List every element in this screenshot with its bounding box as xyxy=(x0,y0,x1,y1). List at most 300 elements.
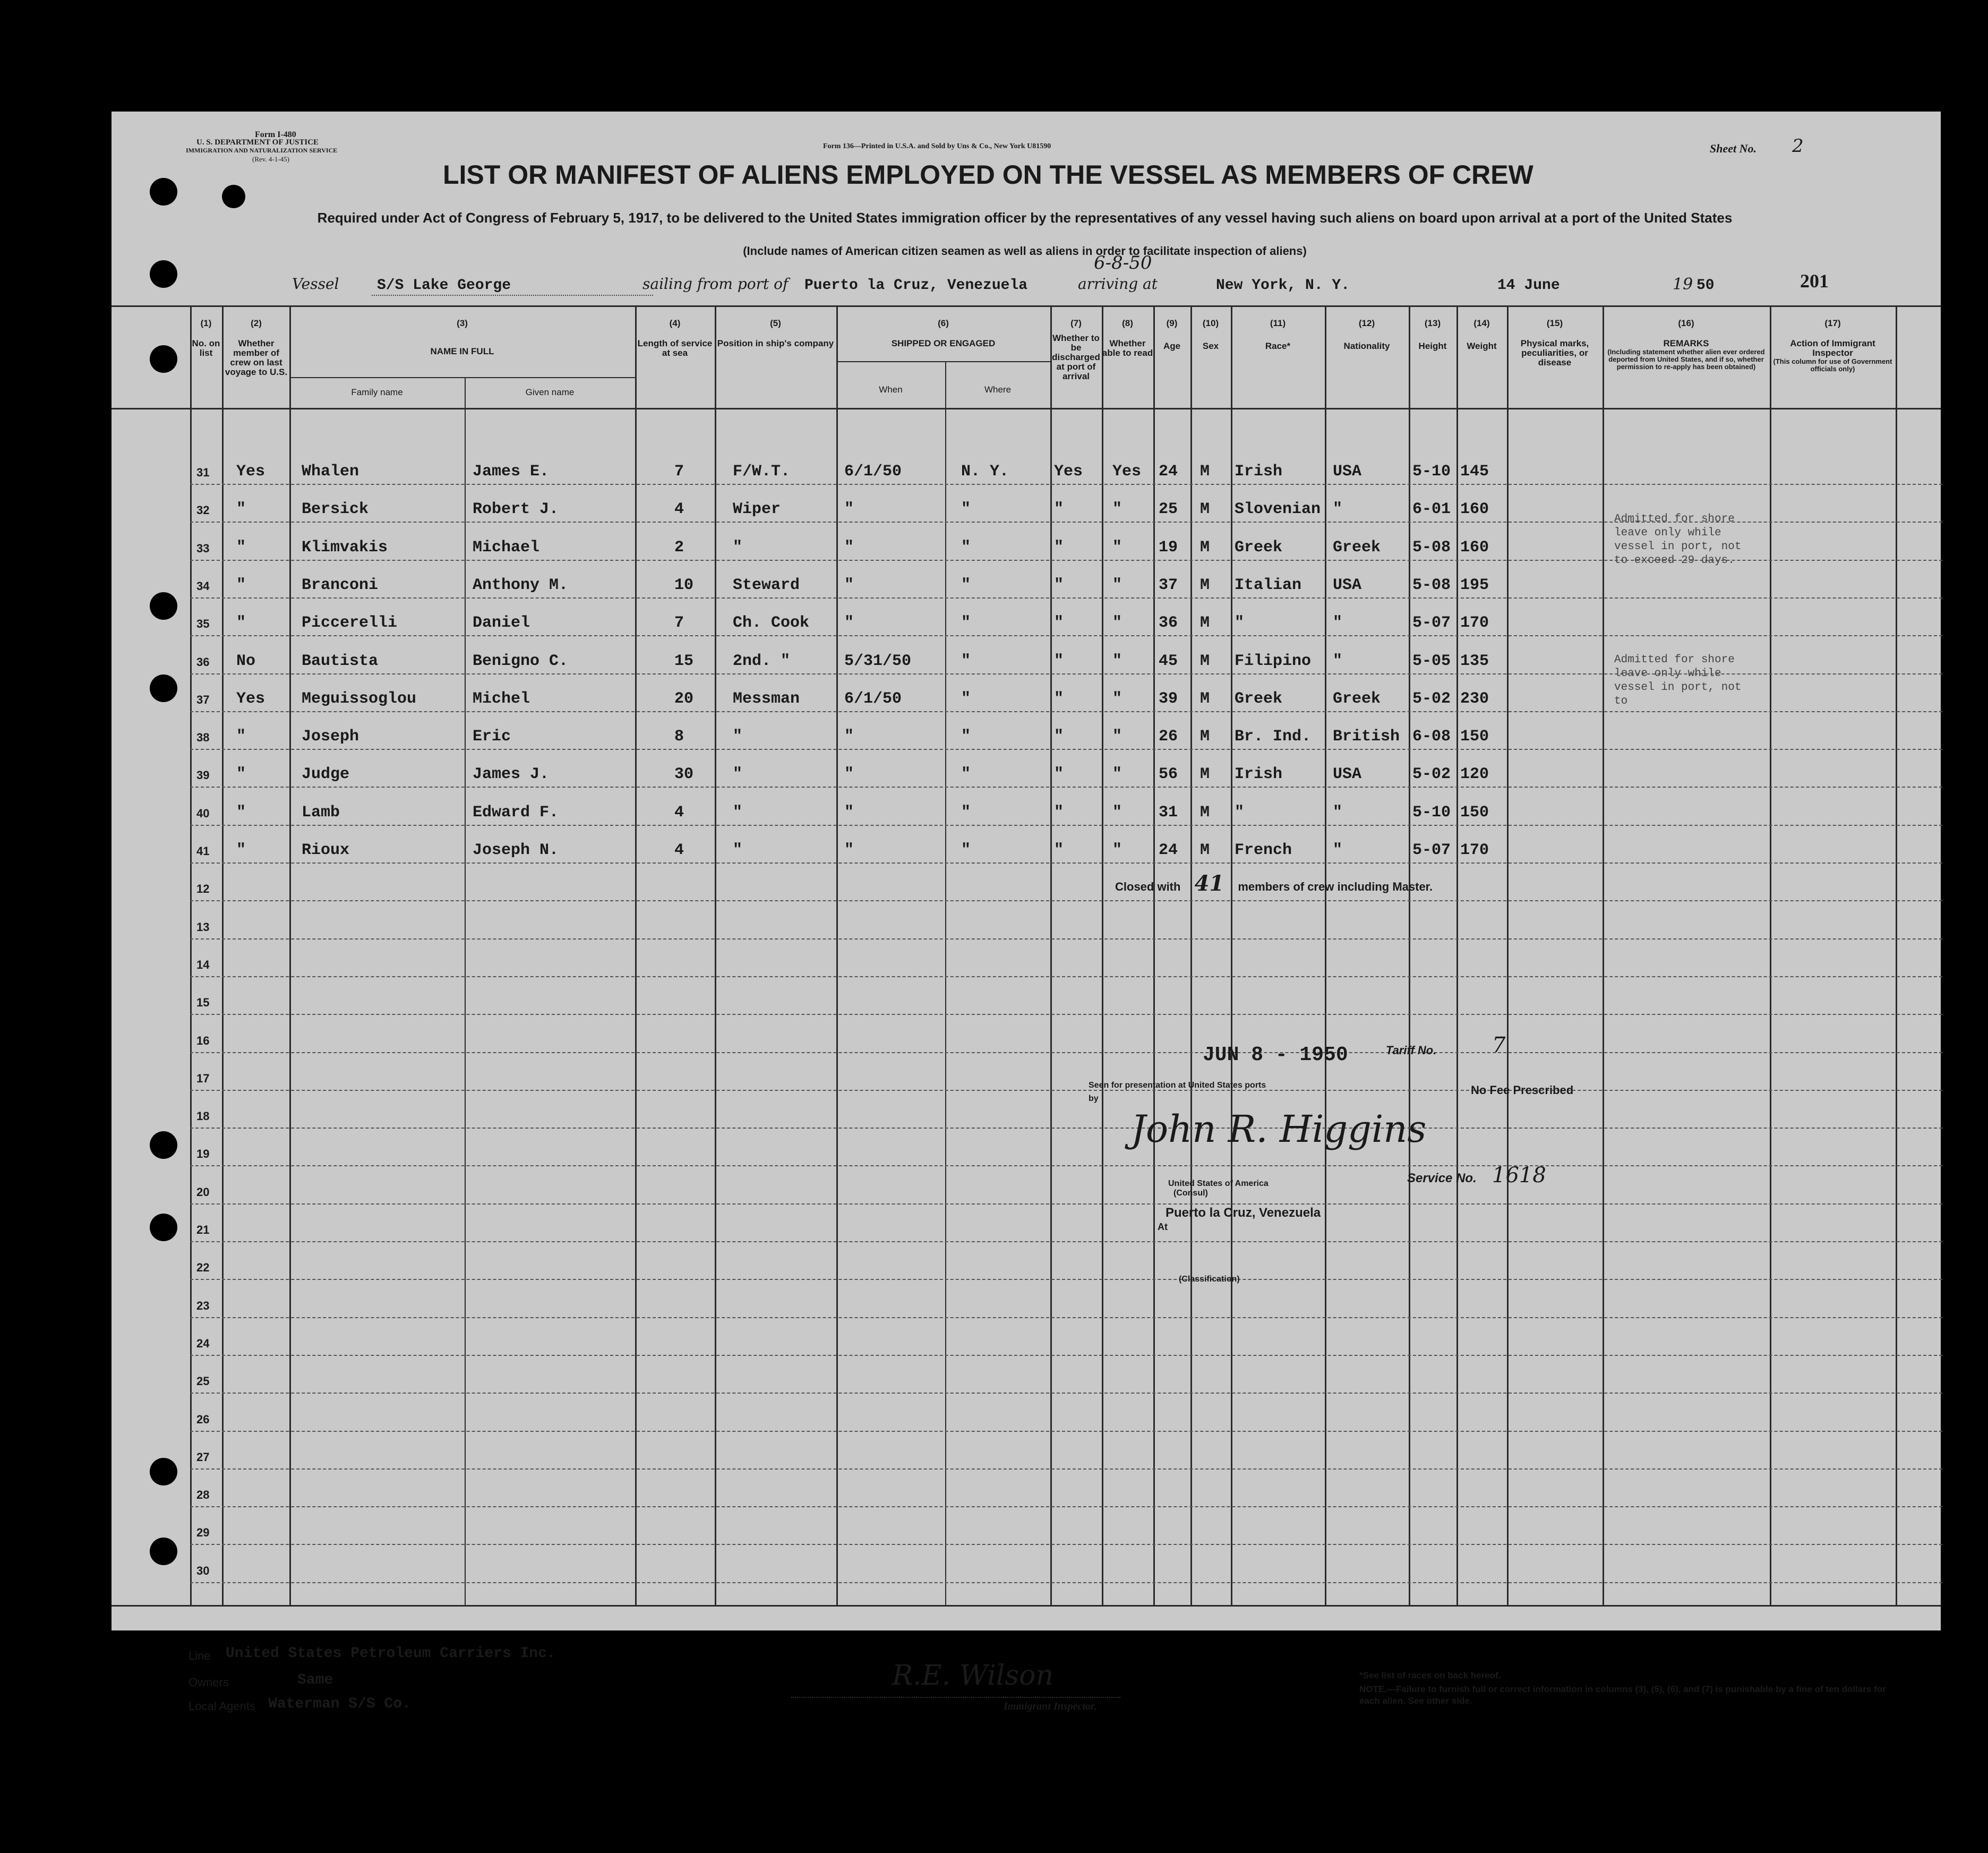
cell-age: 31 xyxy=(1159,803,1178,822)
vessel-label: Vessel xyxy=(292,275,339,293)
cell-when: " xyxy=(844,841,854,859)
agents-value: Waterman S/S Co. xyxy=(268,1696,411,1712)
cell-disch: " xyxy=(1054,614,1064,633)
cell-given: Anthony M. xyxy=(473,576,569,594)
port-to: New York, N. Y. xyxy=(1216,277,1350,294)
remark-row-32: Admitted for shore leave only while vessel in port, not to exceed 29 days. xyxy=(1614,513,1742,567)
service-label: Service No. xyxy=(1407,1171,1477,1185)
row-rule xyxy=(190,1090,1942,1091)
sheet-number: 2 xyxy=(1792,135,1804,157)
row-rule xyxy=(190,635,1942,636)
remark-row-36: Admitted for shore leave only while vessel in port, not to xyxy=(1614,654,1742,707)
col-4-header: (4) Length of service at sea xyxy=(637,318,713,358)
cell-ht: 5-07 xyxy=(1412,614,1451,633)
row-rule xyxy=(190,1355,1942,1356)
cell-wt: 170 xyxy=(1460,614,1489,633)
punch-hole xyxy=(150,1458,177,1485)
cell-wt: 195 xyxy=(1460,576,1489,594)
cell-read: " xyxy=(1112,576,1122,594)
cell-when: 5/31/50 xyxy=(844,652,912,670)
cell-when: " xyxy=(844,614,854,633)
cell-svc: 8 xyxy=(674,728,684,746)
empty-row-number: 27 xyxy=(196,1450,210,1464)
row-rule xyxy=(190,1052,1942,1053)
cell-disch: " xyxy=(1054,538,1064,557)
row-number: 41 xyxy=(196,844,210,858)
cell-family: Lamb xyxy=(302,803,340,822)
cell-race: Irish xyxy=(1235,765,1283,784)
punch-hole xyxy=(150,1131,177,1159)
cell-last: " xyxy=(236,538,246,557)
cell-read: " xyxy=(1112,614,1122,633)
col-10-header: (10) Sex xyxy=(1202,318,1219,351)
col-12-header: (12) Nationality xyxy=(1343,318,1390,351)
cell-family: Bautista xyxy=(302,652,379,670)
cell-race: Greek xyxy=(1235,689,1283,708)
empty-row-number: 15 xyxy=(196,996,210,1010)
cell-disch: Yes xyxy=(1054,463,1083,481)
cell-wt: 135 xyxy=(1460,652,1489,670)
cell-last: " xyxy=(236,803,246,822)
closed-pre: Closed with xyxy=(1115,880,1181,893)
cell-when: 6/1/50 xyxy=(844,463,902,481)
empty-row-number: 13 xyxy=(196,920,210,934)
cell-pos: 2nd. " xyxy=(733,652,791,670)
cell-last: Yes xyxy=(236,689,265,708)
owners-value: Same xyxy=(297,1672,333,1688)
cell-when: " xyxy=(844,500,854,519)
cell-last: " xyxy=(236,728,246,746)
cell-ht: 5-05 xyxy=(1412,652,1451,670)
tariff-number: 7 xyxy=(1492,1033,1506,1057)
cell-race: Irish xyxy=(1235,463,1283,481)
col-2-header: (2) Whether member of crew on last voyage to U.S. xyxy=(225,318,288,377)
col-7-header: (7) Whether to be discharged at port of arrival xyxy=(1052,318,1100,381)
cell-disch: " xyxy=(1054,841,1064,859)
row-number: 37 xyxy=(196,693,210,706)
sheet-label: Sheet No. xyxy=(1710,142,1756,155)
row-number: 36 xyxy=(196,655,210,669)
cell-disch: " xyxy=(1054,576,1064,594)
cell-disch: " xyxy=(1054,500,1064,519)
row-rule xyxy=(190,1014,1942,1015)
cell-read: " xyxy=(1112,689,1122,708)
cell-nat: British xyxy=(1333,728,1400,746)
form-number: Form I-480 xyxy=(255,130,296,139)
family-name-header: Family name xyxy=(351,387,403,397)
row-rule xyxy=(190,1393,1942,1394)
cell-pos: Ch. Cook xyxy=(733,614,810,633)
row-number: 40 xyxy=(196,806,210,820)
cell-read: " xyxy=(1112,803,1122,822)
cell-nat: USA xyxy=(1333,765,1362,784)
cell-read: Yes xyxy=(1112,463,1142,481)
owners-label: Owners xyxy=(188,1676,229,1689)
empty-row-number: 22 xyxy=(196,1261,210,1275)
col-5-header: (5) Position in ship's company xyxy=(717,318,834,348)
cell-age: 56 xyxy=(1159,765,1178,784)
cell-age: 24 xyxy=(1159,463,1178,481)
cell-sex: M xyxy=(1200,728,1210,746)
cell-given: Eric xyxy=(473,728,511,746)
cell-given: Michel xyxy=(473,689,530,708)
cell-where: " xyxy=(961,576,971,594)
handwritten-date: 6-8-50 xyxy=(1094,252,1152,274)
cell-last: " xyxy=(236,841,246,859)
col-6-header: (6) SHIPPED OR ENGAGED xyxy=(891,318,996,348)
cell-wt: 160 xyxy=(1460,538,1489,557)
cell-last: " xyxy=(236,500,246,519)
cell-disch: " xyxy=(1054,765,1064,784)
cell-wt: 160 xyxy=(1460,500,1489,519)
arrival-date: 14 June xyxy=(1497,277,1560,294)
cell-when: " xyxy=(844,803,854,822)
cell-family: Whalen xyxy=(302,463,359,481)
no-fee-prescribed: No Fee Prescribed xyxy=(1471,1083,1574,1097)
year: 50 xyxy=(1696,277,1715,294)
cell-pos: " xyxy=(733,841,743,859)
empty-row-number: 25 xyxy=(196,1374,210,1388)
at-label: At xyxy=(1158,1222,1168,1232)
cell-svc: 20 xyxy=(674,689,694,708)
col-15-header: (15) Physical marks, peculiarities, or disease xyxy=(1520,318,1589,368)
cell-sex: M xyxy=(1200,765,1210,784)
cell-given: James E. xyxy=(473,463,550,481)
row-number: 32 xyxy=(196,503,210,517)
col-3-header: (3) NAME IN FULL xyxy=(430,318,494,356)
cell-wt: 145 xyxy=(1460,463,1489,481)
empty-row-number: 24 xyxy=(196,1336,210,1350)
cell-svc: 4 xyxy=(674,500,684,519)
consul-label: (Consul) xyxy=(1173,1189,1208,1198)
cell-race: Br. Ind. xyxy=(1235,728,1312,746)
sailing-label: sailing from port of xyxy=(642,275,789,293)
cell-age: 26 xyxy=(1159,728,1178,746)
row-number: 34 xyxy=(196,579,210,593)
cell-sex: M xyxy=(1200,538,1210,557)
cell-sex: M xyxy=(1200,803,1210,822)
revision: (Rev. 4-1-45) xyxy=(252,155,289,163)
cell-disch: " xyxy=(1054,728,1064,746)
cell-ht: 5-10 xyxy=(1412,463,1451,481)
cell-nat: " xyxy=(1333,500,1343,519)
cell-svc: 30 xyxy=(674,765,694,784)
cell-sex: M xyxy=(1200,463,1210,481)
cell-svc: 15 xyxy=(674,652,694,670)
table-header-bottom xyxy=(112,408,1941,409)
col-13-header: (13) Height xyxy=(1418,318,1447,351)
cell-nat: Greek xyxy=(1333,538,1381,557)
agents-label: Local Agents xyxy=(188,1700,255,1713)
cell-svc: 4 xyxy=(674,803,684,822)
cell-wt: 170 xyxy=(1460,841,1489,859)
vessel-name: S/S Lake George xyxy=(377,277,511,294)
cell-last: No xyxy=(236,652,256,670)
cell-race: Slovenian xyxy=(1235,500,1321,519)
empty-row-number: 23 xyxy=(196,1299,210,1312)
row-rule xyxy=(190,1582,1942,1583)
cell-ht: 5-08 xyxy=(1412,538,1451,557)
punch-hole xyxy=(150,178,177,206)
cell-sex: M xyxy=(1200,841,1210,859)
classification-label: (Classification) xyxy=(1179,1275,1240,1284)
cell-family: Meguissoglou xyxy=(302,689,417,708)
cell-race: Filipino xyxy=(1235,652,1312,670)
cell-ht: 5-07 xyxy=(1412,841,1451,859)
tariff-label: Tariff No. xyxy=(1386,1044,1437,1057)
consular-country: United States of America xyxy=(1168,1179,1269,1188)
col-9-header: (9) Age xyxy=(1163,318,1181,351)
row-number: 33 xyxy=(196,541,210,555)
cell-race: Italian xyxy=(1235,576,1302,594)
row-rule xyxy=(190,1241,1942,1242)
row-rule xyxy=(190,1468,1942,1470)
cell-pos: " xyxy=(733,538,743,557)
cell-last: " xyxy=(236,614,246,633)
cell-svc: 7 xyxy=(674,614,684,633)
row-rule xyxy=(190,749,1942,750)
closed-with-line xyxy=(1115,871,1433,896)
cell-ht: 6-08 xyxy=(1412,728,1451,746)
cell-when: " xyxy=(844,765,854,784)
row-rule xyxy=(190,976,1942,977)
cell-where: " xyxy=(961,765,971,784)
row-rule xyxy=(190,1506,1942,1507)
cell-pos: Messman xyxy=(733,689,800,708)
cell-sex: M xyxy=(1200,614,1210,633)
cell-family: Judge xyxy=(302,765,350,784)
cell-when: " xyxy=(844,728,854,746)
cell-read: " xyxy=(1112,500,1122,519)
cell-given: Robert J. xyxy=(473,500,559,519)
cell-nat: " xyxy=(1333,652,1343,670)
cell-svc: 10 xyxy=(674,576,694,594)
consular-date-stamp: JUN 8 - 1950 xyxy=(1203,1044,1348,1066)
cell-family: Piccerelli xyxy=(302,614,398,633)
cell-sex: M xyxy=(1200,500,1210,519)
cell-read: " xyxy=(1112,538,1122,557)
row-rule xyxy=(190,1317,1942,1318)
department: U. S. DEPARTMENT OF JUSTICE xyxy=(196,138,319,147)
cell-given: Daniel xyxy=(473,614,530,633)
empty-row-number: 26 xyxy=(196,1412,210,1426)
col-16-header: (16) REMARKS (Including statement whether alien ever ordered deported from United States, and if so, whether permission to re-apply has been obtained) xyxy=(1607,318,1765,371)
col-8-header: (8) Whether able to read xyxy=(1102,318,1153,358)
punch-hole xyxy=(150,345,177,373)
cell-family: Bersick xyxy=(302,500,369,519)
cell-last: " xyxy=(236,765,246,784)
cell-last: " xyxy=(236,576,246,594)
service: IMMIGRATION AND NATURALIZATION SERVICE xyxy=(186,147,338,154)
row-number: 35 xyxy=(196,617,210,631)
cell-age: 45 xyxy=(1159,652,1178,670)
cell-race: " xyxy=(1235,614,1245,633)
cell-wt: 120 xyxy=(1460,765,1489,784)
row-number: 39 xyxy=(196,768,210,782)
cell-read: " xyxy=(1112,841,1122,859)
cell-where: " xyxy=(961,500,971,519)
cell-svc: 2 xyxy=(674,538,684,557)
col-1-header: (1) No. on list xyxy=(192,318,220,358)
cell-where: " xyxy=(961,652,971,670)
cell-where: " xyxy=(961,728,971,746)
cell-wt: 150 xyxy=(1460,728,1489,746)
cell-age: 25 xyxy=(1159,500,1178,519)
cell-pos: Wiper xyxy=(733,500,781,519)
cell-when: 6/1/50 xyxy=(844,689,902,708)
cell-last: Yes xyxy=(236,463,265,481)
cell-nat: " xyxy=(1333,803,1343,822)
cell-race: " xyxy=(1235,803,1245,822)
empty-row-number: 21 xyxy=(196,1223,210,1236)
empty-row-number: 29 xyxy=(196,1526,210,1540)
cell-race: Greek xyxy=(1235,538,1283,557)
port-from: Puerto la Cruz, Venezuela xyxy=(804,277,1028,294)
cell-where: " xyxy=(961,538,971,557)
service-number: 1618 xyxy=(1492,1163,1546,1188)
penalty-note: NOTE.—Failure to furnish full or correct information in columns (3), (5), (6), and (7) is punishable by a fine of ten dollars for each alien. See other side. xyxy=(1359,1684,1886,1706)
closed-post: members of crew including Master. xyxy=(1238,880,1433,893)
punch-hole xyxy=(150,674,177,702)
line-label: Line xyxy=(188,1649,211,1662)
races-note: *See list of races on back hereof. xyxy=(1359,1670,1501,1680)
row-rule xyxy=(190,597,1942,599)
stamp-number: 201 xyxy=(1800,270,1829,292)
cell-race: French xyxy=(1235,841,1292,859)
cell-age: 39 xyxy=(1159,689,1178,708)
cell-pos: " xyxy=(733,728,743,746)
cell-nat: Greek xyxy=(1333,689,1381,708)
cell-given: Joseph N. xyxy=(473,841,559,859)
row-rule xyxy=(190,1165,1942,1166)
row-rule xyxy=(190,938,1942,940)
seen-for-presentation: Seen for presentation at United States ports xyxy=(1089,1081,1266,1090)
row-rule xyxy=(190,711,1942,712)
cell-wt: 150 xyxy=(1460,803,1489,822)
cell-given: Benigno C. xyxy=(473,652,569,670)
cell-svc: 4 xyxy=(674,841,684,859)
when-header: When xyxy=(879,385,903,395)
cell-when: " xyxy=(844,576,854,594)
empty-row-number: 30 xyxy=(196,1564,210,1577)
row-rule xyxy=(190,900,1942,901)
row-rule xyxy=(190,1203,1942,1205)
cell-where: " xyxy=(961,614,971,633)
cell-where: " xyxy=(961,803,971,822)
punch-hole xyxy=(222,185,245,208)
cell-ht: 5-08 xyxy=(1412,576,1451,594)
closed-count: 41 xyxy=(1194,871,1224,896)
cell-family: Branconi xyxy=(302,576,379,594)
row-number: 31 xyxy=(196,466,210,479)
form-title: LIST OR MANIFEST OF ALIENS EMPLOYED ON THE VESSEL AS MEMBERS OF CREW xyxy=(443,160,1533,190)
cell-pos: Steward xyxy=(733,576,800,594)
col-17-header: (17) Action of Immigrant Inspector (This column for use of Government officials only) xyxy=(1773,318,1892,373)
consular-signature: John R. Higgins xyxy=(1131,1107,1427,1151)
arriving-label: arriving at xyxy=(1078,275,1158,293)
cell-nat: " xyxy=(1333,614,1343,633)
cell-given: Edward F. xyxy=(473,803,559,822)
empty-row-number: 18 xyxy=(196,1109,210,1123)
row-rule xyxy=(190,1279,1942,1280)
cell-disch: " xyxy=(1054,689,1064,708)
empty-row-number: 12 xyxy=(196,882,210,896)
cell-wt: 230 xyxy=(1460,689,1489,708)
cell-when: " xyxy=(844,538,854,557)
punch-hole xyxy=(150,592,177,620)
empty-row-number: 17 xyxy=(196,1071,210,1085)
cell-nat: USA xyxy=(1333,576,1362,594)
cell-age: 19 xyxy=(1159,538,1178,557)
cell-disch: " xyxy=(1054,803,1064,822)
cell-where: " xyxy=(961,689,971,708)
cell-pos: " xyxy=(733,803,743,822)
row-rule xyxy=(190,787,1942,788)
row-rule xyxy=(190,1544,1942,1545)
cell-given: James J. xyxy=(473,765,550,784)
empty-row-number: 16 xyxy=(196,1034,210,1047)
empty-row-number: 28 xyxy=(196,1488,210,1502)
cell-nat: USA xyxy=(1333,463,1362,481)
row-rule xyxy=(190,825,1942,826)
cell-nat: " xyxy=(1333,841,1343,859)
cell-read: " xyxy=(1112,765,1122,784)
cell-sex: M xyxy=(1200,576,1210,594)
row-rule xyxy=(190,484,1942,485)
cell-sex: M xyxy=(1200,689,1210,708)
cell-where: " xyxy=(961,841,971,859)
printer-line: Form 136—Printed in U.S.A. and Sold by Uns & Co., New York U81590 xyxy=(823,142,1051,150)
cell-age: 24 xyxy=(1159,841,1178,859)
row-number: 38 xyxy=(196,731,210,745)
form-subtitle-note: (Include names of American citizen seamen as well as aliens in order to facilitate inspection of aliens) xyxy=(743,244,1307,258)
cell-family: Klimvakis xyxy=(302,538,388,557)
cell-ht: 5-10 xyxy=(1412,803,1451,822)
punch-hole xyxy=(150,260,177,288)
consular-place: Puerto la Cruz, Venezuela xyxy=(1166,1206,1321,1220)
cell-age: 37 xyxy=(1159,576,1178,594)
row-rule xyxy=(190,1431,1942,1432)
row-rule xyxy=(190,1128,1942,1129)
col-11-header: (11) Race* xyxy=(1265,318,1291,351)
cell-given: Michael xyxy=(473,538,540,557)
cell-ht: 6-01 xyxy=(1412,500,1451,519)
cell-read: " xyxy=(1112,728,1122,746)
punch-hole xyxy=(150,1214,177,1241)
table-top-border xyxy=(112,305,1941,307)
cell-where: N. Y. xyxy=(961,463,1009,481)
row-rule xyxy=(190,863,1942,864)
punch-hole xyxy=(150,1538,177,1565)
cell-disch: " xyxy=(1054,652,1064,670)
empty-row-number: 20 xyxy=(196,1185,210,1199)
where-header: Where xyxy=(984,385,1012,395)
cell-pos: " xyxy=(733,765,743,784)
cell-pos: F/W.T. xyxy=(733,463,791,481)
by-label: by xyxy=(1089,1094,1099,1103)
table-bottom-border xyxy=(112,1605,1941,1607)
cell-read: " xyxy=(1112,652,1122,670)
manifest-sheet xyxy=(112,112,1941,1713)
inspector-label: Immigrant Inspector. xyxy=(1004,1701,1097,1712)
cell-family: Joseph xyxy=(302,728,359,746)
line-value: United States Petroleum Carriers Inc. xyxy=(226,1645,556,1662)
year-prefix: 19 xyxy=(1673,275,1693,294)
cell-ht: 5-02 xyxy=(1412,765,1451,784)
empty-row-number: 14 xyxy=(196,958,210,971)
col-14-header: (14) Weight xyxy=(1467,318,1497,351)
cell-sex: M xyxy=(1200,652,1210,670)
